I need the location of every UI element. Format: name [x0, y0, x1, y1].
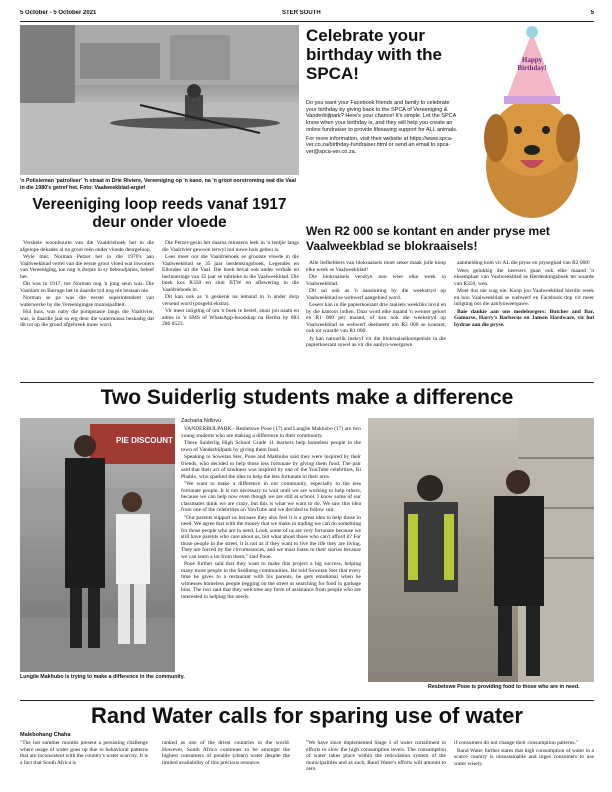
header-rule — [20, 21, 594, 22]
prize-paragraph: aanmelding kom vir AL die pryse en pryseghad van R2 000! — [457, 260, 590, 266]
flood-photo — [20, 25, 299, 175]
students-photo-right — [368, 418, 594, 682]
prize-headline: Wen R2 000 se kontant en ander pryse met Vaalweekblad se blokraaisels! — [306, 224, 550, 253]
header-paper: STER SOUTH — [282, 10, 321, 16]
spca-paragraph: For more information, visit their website at https://www.spca-ver.co.za/birthday-fundraiser.html or send an email to spca-ver@spca-ver.co.za. — [306, 135, 453, 155]
flood-caption: 'n Polisieman 'patrolleer' 'n straat in Drie Riviere, Vereeniging op 'n kano, na 'n groot oorstroming wat die Vaal in die 1980's getref het. Foto: Vaalweekblad-argief — [20, 178, 296, 191]
flood-paragraph: Norman se pa was die eerste superintendent van waterwerke by die Vereenigingse munisipaliteit. — [20, 295, 154, 308]
flood-paragraph: Lees meer oor die Vaaldriehoek se grootste vloede in die Vaalweekblad se 35 jaar herdenkingsboek, Legendes en Eltondes uit die Vaal. Die boek bevat ook ander verhale en herinneringe van 35 jaar se rubrieke in die Vaalweekblad. Die boek kos R350 en sluit BTW en aflewering in die Vaaldriehoek in. — [162, 254, 299, 293]
flood-paragraph: Verskeie woonbuurte van die Vaaldriehoek het in die afgelope dekades al na groot reën onder vloede deurgeloop. — [20, 240, 154, 253]
students-left-image — [20, 418, 175, 672]
page-header — [20, 10, 594, 20]
flood-scene-image — [20, 25, 299, 175]
header-date: 5 October - 5 October 2021 — [20, 10, 97, 16]
water-column-1 — [20, 740, 148, 788]
prize-paragraph: Die blokraaisels verskyn nou weer elke week in Vaalweekblad. — [306, 274, 446, 287]
section-rule — [20, 382, 594, 383]
water-paragraph: ranked as one of the driest countries in the world. However, South Africa continues to be amongst the highest consumers of potable (clean) water despite the limited availability of this precious resource. — [162, 740, 290, 766]
water-byline: Malebohang Chaha — [20, 732, 71, 738]
prize-paragraph: Dit sal ook as 'n aansluiting by die weekstryd op Vaalweekblad se webwerf aangebied word. — [306, 288, 446, 301]
prize-paragraph: Alle liefhebbers van blokraaisels moet seker maak julle koop elke week se Vaalweekblad! — [306, 260, 446, 273]
students-paragraph: Pooe further said that they want to make this project a big success, helping many more people in the Sedibeng communities. He told Sowetan Ster that every time he gives to a restaurant with his parents, he gets emotional when he witnesses homeless people begging on the street or searching for food in garbage bins. The two said that they welcome any form of assistance from people who are interested in helping the needy. — [181, 561, 361, 600]
flood-column-1 — [20, 240, 154, 380]
water-paragraph: Rand Water further states that high consumption of water in a scarce country is unsustainable and urges consumers to use water wisely. — [454, 747, 594, 767]
prize-column-2 — [454, 260, 594, 378]
header-page-number: 5 — [590, 10, 594, 16]
students-caption-right: Resbetswe Pooe is providing food to those who are in need. — [428, 684, 580, 690]
students-paragraph: Speaking to Sowetan Ster, Pooe and Makhubo said they were inspired by their friends, who decided to help those less fortunate by giving them food. The pair said that their act of kindness was inspired by one of the YouTube celebrities, Ri Phahlo, who sparked the idea to help the less fortunate in their area. — [181, 454, 361, 480]
water-column-2 — [162, 740, 290, 788]
flood-paragraph: Hul huis, was naby die pompstasie langs die Vaalrivier, was, is daardie jaar so erg deur die watermassa beskadig dat dit tot op die grond afgebreek moes word. — [20, 309, 154, 328]
water-headline: Rand Water calls for sparing use of water — [91, 703, 523, 728]
students-paragraph: These Suiderlig High School Grade 11 learners help homeless people in the town of Vanderbijlpark by giving them food. — [181, 440, 361, 453]
water-column-3 — [306, 740, 446, 788]
spca-paragraph: Do you want your Facebook friends and family to celebrate your birthday by giving back to the SPCA of Vereeniging & Vanderbijlpark? Here's your chance! It's simple. Let the SPCA know when your birthday is, and they will help you create an online fundraiser to provide lifesaving support for ALL animals. — [306, 100, 458, 133]
hat-text: Happy Birthday! — [517, 56, 547, 72]
water-paragraph: if consumers do not change their consumption patterns." — [454, 740, 579, 746]
spca-headline: Celebrate your birthday with the SPCA! — [306, 26, 442, 83]
flood-paragraph: Die Petzer-gesin het daarna minstens leek in 'n tentjie langs die Vaalrivier gewoon terwyl hul nuwe huis gebou is. — [162, 240, 299, 253]
prize-paragraph: Lesers kan in die papierkoerant drie raaisels weekliks invul en by die kantoor indien. Daar word elke maand 'n wenner geloot en R1 000 per maand, of kan ook die weekstryd op Vaalweekblad se webwerf deelneem om R2 000 se kontant, ook tot waarde van R1 000. — [306, 302, 446, 334]
students-byline: Zacharia Ndlovu — [181, 418, 222, 424]
flood-paragraph: Vir meer inligting of om 'n boek te bestel, stuur jou naam en adres in 'n SMS of WhatsApp-boodskap na Bertha by 083 286 0523. — [162, 308, 299, 327]
flood-paragraph: Dit was in 1917, toe Norman nog 'n jong seun was. Die Vaaldam en Barrage het in daardie tyd nog nie bestaan nie. — [20, 281, 154, 294]
water-paragraph: "We have since implemented Stage 1 of water curtailment in efforts to slow the high consumption levels. The consumption of water takes place within the reticulation system of the municipalities and as such, Rand Water's efforts will amount to zero — [306, 740, 446, 772]
birthday-dog-photo — [466, 26, 594, 222]
flood-headline: Vereeniging loop reeds vanaf 1917 deur onder vloede — [32, 196, 287, 231]
water-column-4 — [454, 740, 594, 788]
students-caption-left: Lungile Makhubo is trying to make a difference in the community. — [20, 674, 185, 680]
students-right-image — [368, 418, 594, 682]
students-paragraph: "Our parents support us because they also feel it is a great idea to help those in need. We agree that with the money that we make in trading we can do something for those people who are in need. Look, some of us are very fortunate because we still have parents who care about us, but what about those who can't afford it? For those people in the street, it is not as if they want to live the life they are living. They are forced by the circumstances, and we must listen to their stories because we can learn a lot from them," said Pooe. — [181, 514, 361, 560]
students-paragraph: VANDERBIJLPARK.- Resbetswe Pooe (17) and Lungile Makhubo (17) are two young students who are making a difference in their community. — [181, 426, 361, 439]
flood-column-2 — [162, 240, 299, 380]
students-headline: Two Suiderlig students make a difference — [100, 386, 514, 409]
students-paragraph: "We want to make a difference in our community, especially to the less fortunate people. It is not necessary to wait until we are working to help others, because we can help now even though we are still at school. I know some of our classmates think we are crazy, but this is what we want to do. We saw this idea from one of the celebrities on YouTube and we decided to follow suit. — [181, 481, 361, 513]
section-rule — [20, 700, 594, 701]
flood-paragraph: Dit kan ook as 'n geskenk na iemand in 'n ander dorp versend word (posgeld ekstra). — [162, 294, 299, 307]
prize-paragraph: Baie dankie aan ons medeborgers: Butcher and Bar, Gomorse, Harry's Barbecue en Jansen Hardware, vir hul bydrae aan die pryse. — [454, 308, 594, 328]
prize-paragraph: Jy kan natuurlik inskryf vir die blokraaiselkompetisie in die papierkoerant sowel as vir die aanlyn-weergawe. — [306, 335, 446, 348]
students-photo-left — [20, 418, 175, 672]
water-paragraph: "The hot summer months present a persisting challenge where usage of water goes up due to behavioral patterns that are inconsistent with the country's water scarcity. It is a fact that South Africa is — [20, 740, 148, 766]
prize-paragraph: Wees gelukkig die heersers gaan ook elke maand 'n eksemplaar van Vaalweekblad se Herdenkingsboek ter waarde van R350, wen. — [454, 267, 594, 287]
flood-paragraph: Wyle mnr. Norman Petzer het in die 1970's aan Vaalweekblad vertel van die eerste groot vloed wat inwoners van Vereeniging, toe nog 'n dorpie in sy beboudjaries, beleef het. — [20, 254, 154, 280]
prize-paragraph: Moet dus nie wag nie. Koop jou Vaalweekblad hierdie week en hou Vaalweekblad se webwerf en Facebook dop vir meer inligting oor die aanlynweergawe. — [454, 288, 594, 307]
students-article — [181, 426, 361, 692]
spca-body — [306, 100, 461, 220]
prize-column-1 — [306, 260, 446, 378]
store-sign-text: PIE DISCOUNT — [116, 436, 173, 445]
